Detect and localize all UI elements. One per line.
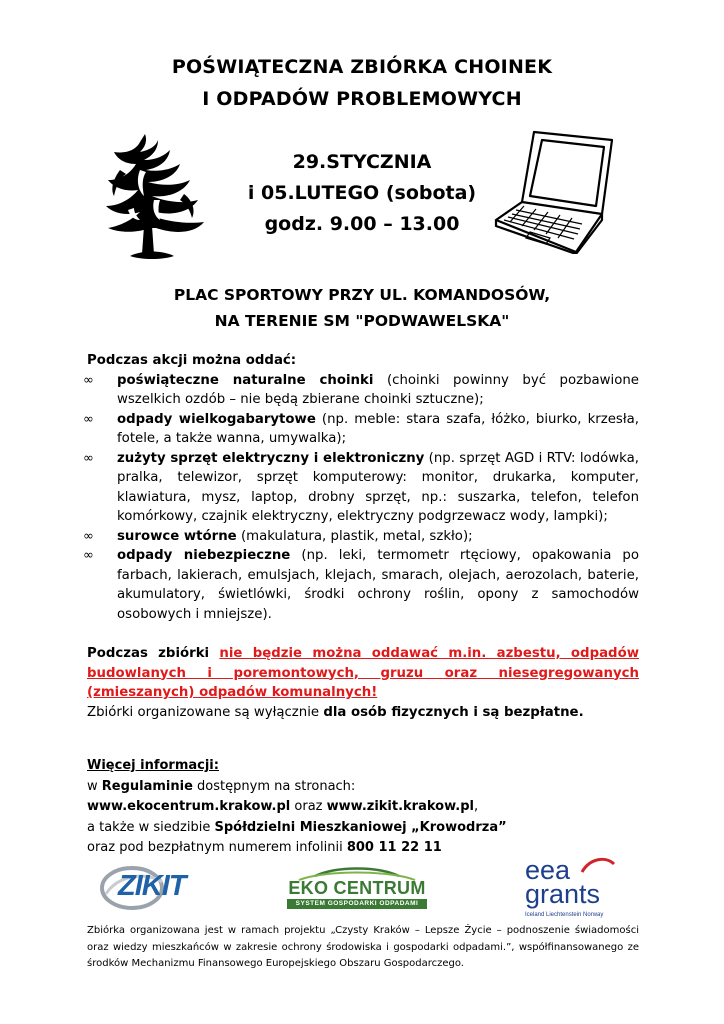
- item-bold: surowce wtórne: [117, 528, 237, 544]
- ekocentrum-logo: [285, 866, 429, 910]
- page-title-line1: POŚWIĄTECZNA ZBIÓRKA CHOINEK: [171, 56, 553, 78]
- infinity-bullet-icon: ∞: [83, 411, 94, 427]
- hotline-number: 800 11 22 11: [346, 840, 442, 855]
- infinity-bullet-icon: ∞: [83, 372, 94, 388]
- footnote: Zbiórka organizowana jest w ramach projektu „Czysty Kraków – Lepsze Życie – podnoszenie świadomości oraz wiedzy mieszkańców w zakresie ochrony środowiska i gospodarki odpadami.”, współfinansowanego ze środków Mechanizmu Finansowego Europejskiego Obszaru Gospodarczego.: [87, 925, 639, 969]
- date-line3: godz. 9.00 – 13.00: [264, 213, 460, 235]
- eea-countries-text: Iceland Liechtenstein Norway: [525, 912, 604, 918]
- list-item: [83, 546, 639, 624]
- free-note-bold: dla osób fizycznych i są bezpłatne.: [323, 704, 584, 720]
- more-info-text: oraz: [290, 799, 327, 814]
- eea-logo-text: eea: [525, 855, 571, 885]
- infinity-bullet-icon: ∞: [83, 548, 94, 563]
- grants-logo-text: grants: [525, 879, 601, 909]
- item-detail: (np. sprzęt AGD i RTV: lodówka, pralka, telewizor, sprzęt komputerowy: monitor, drukarka, komputer, klawiatura, mysz, laptop, drobny sprzęt, np.: suszarka, telefon, telefon komórkowy, czajnik elektryczny, elektryczny podgrzewacz wody, lampki);: [117, 450, 639, 524]
- ekocentrum-logo-subtitle: SYSTEM GOSPODARKI ODPADAMI: [287, 899, 427, 909]
- date-line1: 29.STYCZNIA: [292, 151, 432, 173]
- cooperative-name: Spółdzielni Mieszkaniowej „Krowodrza”: [214, 819, 507, 835]
- date-line2: i 05.LUTEGO (sobota): [247, 182, 477, 204]
- page-title-line2: I ODPADÓW PROBLEMOWYCH: [202, 88, 522, 110]
- item-detail: (makulatura, plastik, metal, szkło);: [236, 528, 473, 544]
- more-info-text: ,: [473, 799, 479, 814]
- list-item: [83, 527, 639, 547]
- more-info-text: w: [87, 778, 102, 794]
- eea-swirl-icon: [578, 854, 618, 878]
- more-info-text: a także w siedzibie: [87, 819, 215, 835]
- more-info-text: oraz pod bezpłatnym numerem infolinii: [87, 840, 347, 855]
- venue-line1: PLAC SPORTOWY PRZY UL. KOMANDOSÓW,: [173, 286, 551, 304]
- item-bold: zużyty sprzęt elektryczny i elektroniczny: [117, 450, 425, 466]
- item-bold: poświąteczne naturalne choinki: [117, 372, 374, 388]
- accepted-items-section: [83, 351, 640, 722]
- zikit-logo: [98, 864, 198, 912]
- warning-paragraph: [87, 644, 639, 703]
- website-link-ekocentrum[interactable]: www.ekocentrum.krakow.pl: [87, 799, 291, 814]
- item-bold: odpady wielkogabarytowe: [117, 411, 316, 427]
- regulation-label: Regulaminie: [101, 778, 193, 794]
- infinity-bullet-icon: ∞: [83, 450, 94, 466]
- item-bold: odpady niebezpieczne: [117, 548, 291, 563]
- more-info-heading: Więcej informacji:: [87, 758, 219, 773]
- accepted-items-list: [83, 371, 640, 625]
- free-note-text: Zbiórki organizowane są wyłącznie: [87, 704, 324, 720]
- warning-lead: Podczas zbiórki: [87, 646, 220, 661]
- item-detail: (np. leki, termometr rtęciowy, opakowania po farbach, lakierach, emulsjach, klejach, smarach, olejach, aerozolach, baterie, akumulatory, świetlówki, środki ochrony roślin, opony z samochodów osobowych i mniejsze).: [117, 548, 639, 622]
- list-item: [83, 371, 639, 410]
- more-info-text: dostępnym na stronach:: [192, 778, 356, 794]
- website-link-zikit[interactable]: www.zikit.krakow.pl: [326, 799, 474, 814]
- eea-grants-logo: [523, 852, 623, 922]
- warning-red-text: nie będzie można oddawać m.in. azbestu, odpadów budowlanych i poremontowych, gruzu oraz niesegregowanych (zmieszanych) odpadów komunalnych!: [87, 646, 639, 700]
- free-note: [87, 703, 639, 723]
- item-detail: (np. meble: stara szafa, łóżko, biurko, krzesła, fotele, a także wanna, umywalka);: [117, 411, 640, 446]
- more-info-section: [87, 756, 647, 859]
- accepted-intro: Podczas akcji można oddać:: [87, 353, 297, 368]
- venue-line2: NA TERENIE SM "PODWAWELSKA": [214, 312, 510, 330]
- list-item: [83, 449, 639, 527]
- infinity-bullet-icon: ∞: [83, 528, 94, 544]
- ekocentrum-logo-text: EKO CENTRUM: [288, 878, 426, 898]
- item-detail: (choinki powinny być pozbawione wszelkich ozdób – nie będą zbierane choinki sztuczne);: [117, 372, 639, 407]
- zikit-logo-text: ZIKIT: [118, 870, 186, 902]
- list-item: [83, 410, 640, 449]
- laptop-icon: [490, 128, 618, 254]
